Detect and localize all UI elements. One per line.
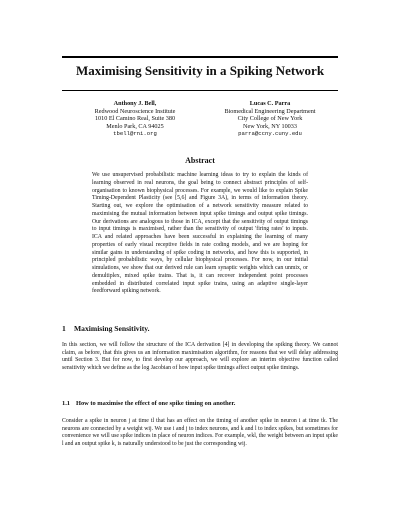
section-number: 1 <box>62 324 66 333</box>
subsection-title: How to maximise the effect of one spike timing on another. <box>76 400 236 407</box>
author-affiliation-line: 1010 El Camino Real, Suite 380 <box>94 115 176 123</box>
author-block-bell <box>70 100 200 138</box>
author-email: parra@ccny.cuny.edu <box>238 130 302 138</box>
author-affiliation-line: Biomedical Engineering Department <box>224 107 316 115</box>
author-affiliation-line: Menlo Park, CA 94025 <box>106 122 164 130</box>
author-name: Lucas C. Parra <box>249 100 291 107</box>
author-affiliation-line: New York, NY 10033 <box>243 122 297 130</box>
author-affiliation-line: Redwood Neuroscience Institute <box>94 107 176 115</box>
paper-title: Maximising Sensitivity in a Spiking Network <box>75 63 325 78</box>
title-rule-top <box>62 56 338 58</box>
author-email: tbell@rni.org <box>113 130 157 138</box>
subsection-number: 1.1 <box>62 400 70 407</box>
section-heading <box>62 324 338 334</box>
section-paragraph: In this section, we will follow the structure of the ICA derivation [4] in developing the spiking theory. We cannot claim, as before, that this gives us an information maximisation algorithm, for reasons that we will delay addressing until Section 3. But for now, to first develop our approach, we will explore an interim objective function called sensitivity which we define as the log Jacobian of how input spike timings affect output spike timings. <box>62 342 338 372</box>
author-block-parra <box>200 100 340 138</box>
title-rule-bottom <box>62 90 338 91</box>
subsection-paragraph: Consider a spike in neuron j at time tl that has an effect on the timing of another spike in neuron i at time tk. The neurons are connected by a weight wij. We use i and j to index neurons, and k and l to index spikes, but sometimes for convenience we will use spike indices in place of neuron indices. For example, wkl, the weight between an input spike l and an output spike k, is naturally understood to be just the corresponding wij. <box>62 418 338 448</box>
abstract-heading: Abstract <box>185 156 215 165</box>
author-name: Anthony J. Bell, <box>113 100 157 107</box>
section-title: Maximising Sensitivity. <box>74 324 150 333</box>
abstract-text: We use unsupervised probabilistic machine learning ideas to try to explain the kinds of learning observed in real neurons, the goal being to connect abstract principles of self-organisation to known biophysical processes. For example, we would like to explain Spike Timing-Dependent Plasticity (see [5,6] and Figure 3A), in terms of information theory. Starting out, we explore the optimisation of a network sensitivity measure related to maximising the mutual information between input spike timings and output spike timings. Our derivations are analogous to those in ICA, except that the sensitivity of output timings to input timings is maximised, rather than the sensitivity of output 'firing rates' to inputs. ICA and related approaches have been successful in explaining the learning of many properties of early visual receptive fields in rate coding models, and we are hoping for similar gains in understanding of spike coding in networks, and how this is supported, in principled probabilistic ways, by cellular biophysical processes. For now, in our initial simulations, we show that our derived rule can learn synaptic weights which can unmix, or demultiplex, mixed spike trains. That is, it can recover independent point processes embedded in distributed correlated input spike trains, using an adaptive single-layer feedforward spiking network. <box>92 172 308 295</box>
subsection-heading <box>62 400 338 408</box>
author-affiliation-line: City College of New York <box>237 115 303 123</box>
